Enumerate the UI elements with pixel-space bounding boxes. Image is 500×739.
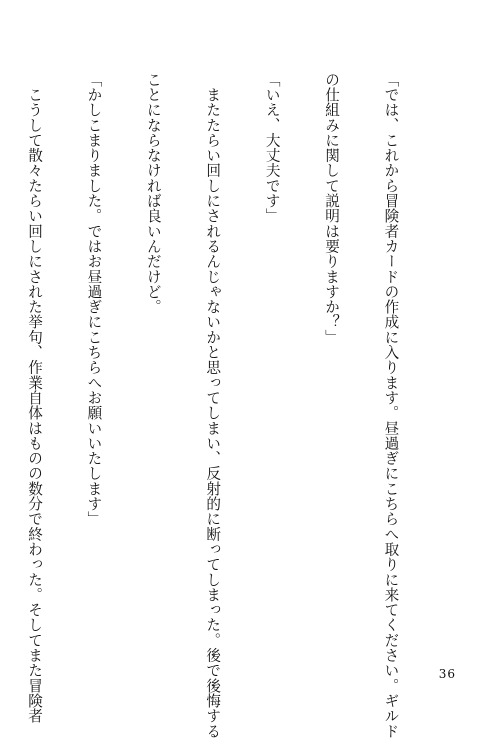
text-line: 「いえ、大丈夫です」 [263,72,281,224]
text-line: 「では、これから冒険者カードの作成に入ります。昼過ぎにこちらへ取りに来てください。ギルド [382,72,400,739]
text-line: こうして散々たらい回しにされた挙句、作業自体はものの数分で終わった。そしてまた冒険者 [26,72,44,724]
text-line: ことにならなければ良いんだけど。 [144,72,162,315]
text-line: 「かしこまりました。ではお昼過ぎにこちらへお願いいたします」 [85,72,103,527]
page-number: 36 [438,667,456,681]
text-line: またたらい回しにされるんじゃないかと思ってしまい、反射的に断ってしまった。後で後悔する [204,72,222,739]
vertical-text-body [26,72,440,739]
text-line: の仕組みに関して説明は要りますか？」 [323,72,341,345]
